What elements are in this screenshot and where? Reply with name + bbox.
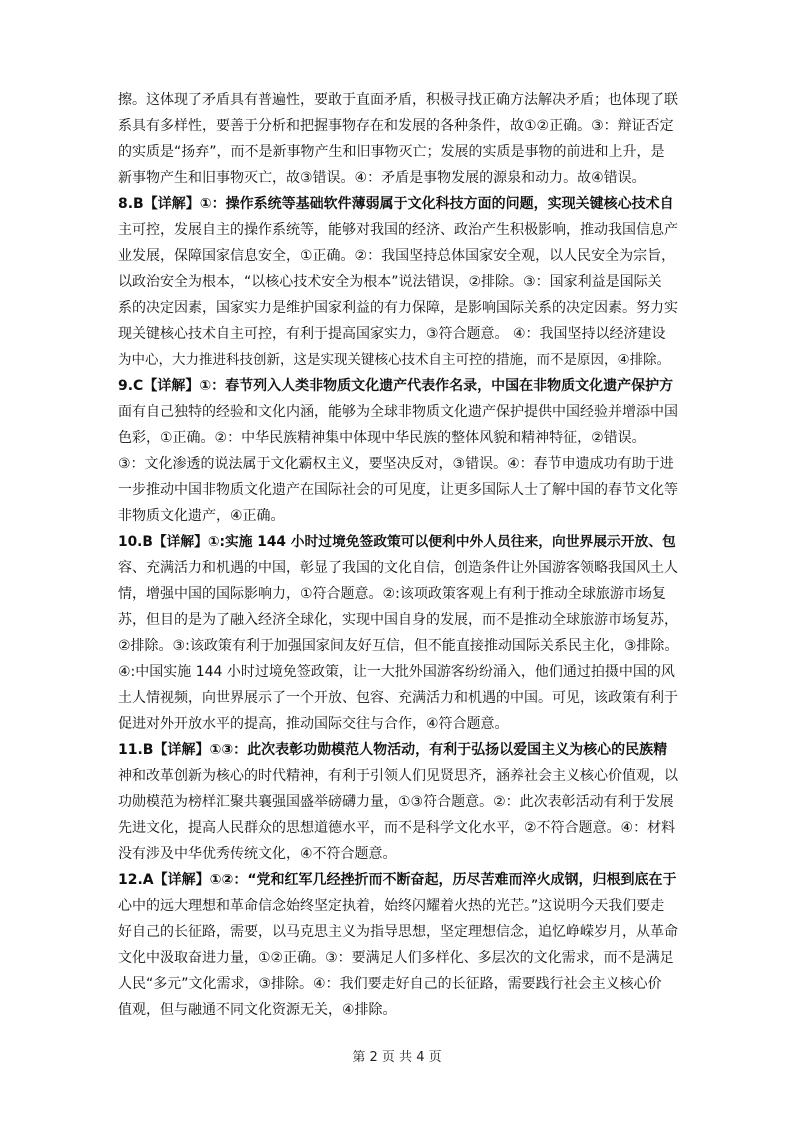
text-line: 情，增强中国的国际影响力，①符合题意。②:该项政策客观上有利于推动全球旅游市场复 bbox=[118, 586, 666, 602]
text-line: 系具有多样性，要善于分析和把握事物存在和发展的各种条件，故①②正确。③：辩证否定 bbox=[118, 118, 674, 134]
text-line: 新事物产生和旧事物灭亡，故③错误。④：矛盾是事物发展的源泉和动力。故④错误。 bbox=[118, 170, 646, 186]
text-line: 的实质是“扬弃”，而不是新事物产生和旧事物灭亡；发展的实质是事物的前进和上升，是 bbox=[118, 144, 665, 160]
text-line: 容、充满活力和机遇的中国，彰显了我国的文化自信，创造条件让外国游客领略我国风土人 bbox=[118, 560, 678, 576]
text-line: 神和改革创新为核心的时代精神，有利于引领人们见贤思齐，涵养社会主义核心价值观，以 bbox=[118, 768, 678, 784]
text-line: 一步推动中国非物质文化遗产在国际社会的可见度，让更多国际人士了解中国的春节文化等 bbox=[118, 482, 678, 498]
text-line: 促进对外开放水平的提高，推动国际交往与合作，④符合题意。 bbox=[118, 716, 509, 732]
text-line: 心中的远大理想和革命信念始终坚定执着，始终闪耀着火热的光芒。”这说明今天我们要走 bbox=[118, 898, 665, 914]
question-answer-line: 11.B【详解】①③：此次表彰功勋模范人物活动，有利于弘扬以爱国主义为核心的民族精 bbox=[118, 742, 668, 758]
text-line: ③：文化渗透的说法属于文化霸权主义，要坚决反对，③错误。④：春节申遗成功有助于进 bbox=[118, 456, 674, 472]
text-line: 好自己的长征路，需要，以马克思主义为指导思想，坚定理想信念，追忆峥嵘岁月，从革命 bbox=[118, 924, 678, 940]
answer-explanation-body bbox=[118, 87, 678, 1023]
text-line: 主可控，发展自主的操作系统等，能够对我国的经济、政治产生积极影响，推动我国信息产 bbox=[118, 222, 678, 238]
question-answer-line: 10.B【详解】①:实施 144 小时过境免签政策可以便利中外人员往来，向世界展示开放、包 bbox=[118, 534, 676, 550]
text-line: ④:中国实施 144 小时过境免签政策，让一大批外国游客纷纷涌入，他们通过拍摄中国的风 bbox=[118, 664, 675, 680]
question-answer-line: 9.C【详解】①：春节列入人类非物质文化遗产代表作名录，中国在非物质文化遗产保护方 bbox=[118, 378, 674, 394]
question-answer-line: 8.B【详解】①：操作系统等基础软件薄弱属于文化科技方面的问题，实现关键核心技术自 bbox=[118, 196, 674, 212]
text-line: 以政治安全为根本，“以核心技术安全为根本”说法错误，②排除。③：国家利益是国际关 bbox=[118, 274, 662, 290]
text-line: 系的决定因素，国家实力是维护国家利益的有力保障，是影响国际关系的决定因素。努力实 bbox=[118, 300, 678, 316]
text-line: 非物质文化遗产，④正确。 bbox=[118, 508, 285, 524]
text-line: 先进文化，提高人民群众的思想道德水平，而不是科学文化水平，②不符合题意。④：材料 bbox=[118, 820, 676, 836]
text-line: 值观，但与融通不同文化资源无关，④排除。 bbox=[118, 1002, 397, 1018]
text-line: ②排除。③:该政策有利于加强国家间友好互信，但不能直接推动国际关系民主化，③排除。 bbox=[118, 638, 678, 654]
text-line: 业发展，保障国家信息安全，①正确。②：我国坚持总体国家安全观，以人民安全为宗旨， bbox=[118, 248, 676, 264]
text-line: 功勋模范为榜样汇聚共襄强国盛举磅礴力量，①③符合题意。②：此次表彰活动有利于发展 bbox=[118, 794, 674, 810]
text-line: 为中心，大力推进科技创新，这是实现关键核心技术自主可控的措施，而不是原因，④排除。 bbox=[118, 352, 671, 368]
text-line: 擦。这体现了矛盾具有普遍性，要敢于直面矛盾，积极寻找正确方法解决矛盾；也体现了联 bbox=[118, 92, 678, 108]
text-line: 人民“多元”文化需求，③排除。④：我们要走好自己的长征路，需要践行社会主义核心价 bbox=[118, 976, 662, 992]
text-line: 没有涉及中华优秀传统文化，④不符合题意。 bbox=[118, 846, 397, 862]
question-answer-line: 12.A【详解】①②：“党和红军几经挫折而不断奋起，历尽苦难而淬火成钢，归根到底在于 bbox=[118, 872, 677, 888]
text-line: 色彩，①正确。②：中华民族精神集中体现中华民族的整体风貌和精神特征，②错误。 bbox=[118, 430, 646, 446]
text-line: 文化中汲取奋进力量，①②正确。③：要满足人们多样化、多层次的文化需求，而不是满足 bbox=[118, 950, 674, 966]
text-line: 土人情视频，向世界展示了一个开放、包容、充满活力和机遇的中国。可见，该政策有利于 bbox=[118, 690, 678, 706]
text-line: 面有自己独特的经验和文化内涵，能够为全球非物质文化遗产保护提供中国经验并增添中国 bbox=[118, 404, 678, 420]
text-line: 现关键核心技术自主可控，有利于提高国家实力，③符合题意。 ④：我国坚持以经济建设 bbox=[118, 326, 666, 342]
page-footer: 第 2 页 共 4 页 bbox=[352, 1050, 442, 1065]
text-line: 苏，但目的是为了融入经济全球化，实现中国自身的发展，而不是推动全球旅游市场复苏， bbox=[118, 612, 678, 628]
